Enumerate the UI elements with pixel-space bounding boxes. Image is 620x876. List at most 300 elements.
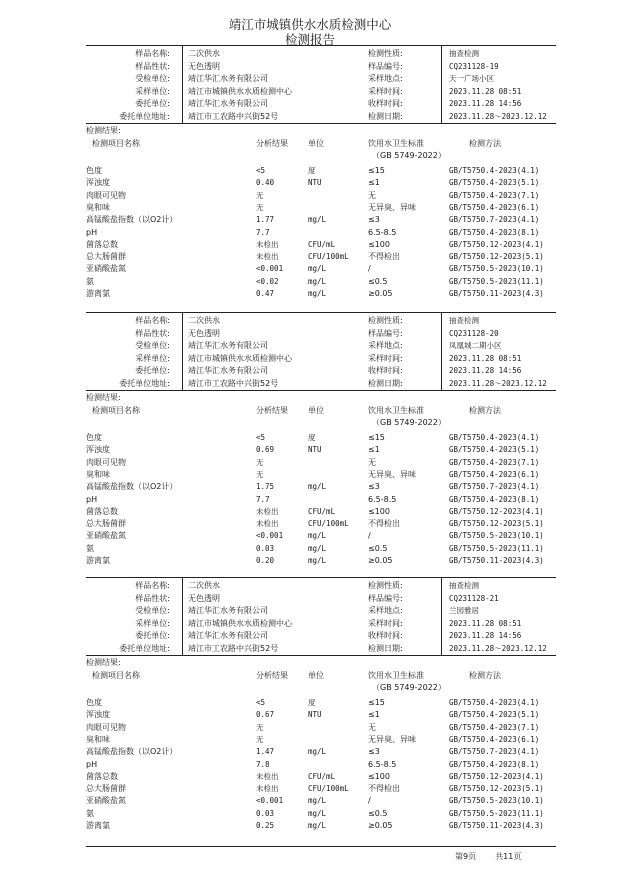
info-label: 采样单位: xyxy=(135,86,170,96)
info-value-right: 兰园雅居 xyxy=(449,606,479,615)
cell-standard: 无 xyxy=(368,190,376,200)
cell-item: 总大肠菌群 xyxy=(86,784,126,794)
info-label-right: 采样地点: xyxy=(368,341,403,350)
cell-method: GB/T5750.4-2023(7.1) xyxy=(449,190,540,200)
cell-result: <5 xyxy=(256,698,266,707)
info-value: 靖江市城镇供水水质检测中心 xyxy=(188,618,292,628)
cell-result: 未检出 xyxy=(256,771,279,781)
cell-unit: mg/L xyxy=(308,821,327,830)
column-header-standard: 饮用水卫生标准 xyxy=(368,671,424,680)
table-row xyxy=(86,238,556,251)
cell-unit: NTU xyxy=(308,445,322,455)
info-value-right: 2023.11.28 14:56 xyxy=(449,366,522,375)
info-row xyxy=(86,60,556,73)
cell-result: 无 xyxy=(256,457,264,467)
cell-unit: mg/L xyxy=(308,808,327,818)
cell-standard: ≤1 xyxy=(368,445,380,455)
cell-standard: 无 xyxy=(368,457,376,467)
cell-result: 无 xyxy=(256,734,264,744)
cell-standard: ≤0.5 xyxy=(368,808,388,818)
cell-result: 0.40 xyxy=(256,178,275,188)
info-row xyxy=(86,604,556,617)
info-value-right: 抽查检测 xyxy=(449,49,479,58)
cell-result: 0.20 xyxy=(256,556,275,565)
info-label: 受检单位: xyxy=(135,341,170,350)
table-row xyxy=(86,782,556,795)
cell-result: 7.8 xyxy=(256,759,270,769)
cell-method: GB/T5750.4-2023(7.1) xyxy=(449,722,540,732)
cell-unit: CFU/mL xyxy=(308,771,336,781)
section-top-rule xyxy=(86,45,556,46)
info-label: 样品名称: xyxy=(135,581,170,590)
column-header-method: 检测方法 xyxy=(469,671,501,680)
cell-result: 未检出 xyxy=(256,784,279,794)
cell-item: 臭和味 xyxy=(86,734,110,744)
cell-method: GB/T5750.4-2023(6.1) xyxy=(449,202,540,212)
info-row xyxy=(86,97,556,110)
cell-standard: 无 xyxy=(368,722,376,732)
cell-method: GB/T5750.5-2023(11.1) xyxy=(449,276,544,286)
table-row xyxy=(86,456,556,469)
info-label: 委托单位地址: xyxy=(119,378,170,388)
results-label xyxy=(86,656,556,669)
info-row xyxy=(86,352,556,365)
column-header-result: 分析结果 xyxy=(256,139,288,148)
cell-item: 总大肠菌群 xyxy=(86,519,126,529)
cell-result: 未检出 xyxy=(256,519,279,529)
info-label-right: 采样时间: xyxy=(368,353,403,363)
table-row xyxy=(86,542,556,555)
table-row xyxy=(86,745,556,758)
info-value: 二次供水 xyxy=(188,49,220,58)
cell-item: pH xyxy=(86,227,98,237)
table-row xyxy=(86,443,556,456)
table-row xyxy=(86,733,556,746)
info-value-right: CQ231128-19 xyxy=(449,61,499,71)
cell-result: 0.03 xyxy=(256,543,275,553)
table-row xyxy=(86,517,556,530)
info-value: 靖江华汇水务有限公司 xyxy=(188,74,268,83)
cell-unit: mg/L xyxy=(308,543,327,553)
info-label-right: 采样地点: xyxy=(368,606,403,615)
cell-result: <0.001 xyxy=(256,531,284,541)
column-header-standard: 饮用水卫生标准 xyxy=(368,406,424,415)
results-label-text: 检测结果: xyxy=(86,658,121,667)
cell-method: GB/T5750.12-2023(4.1) xyxy=(449,239,544,249)
cell-standard: 6.5-8.5 xyxy=(368,759,397,769)
cell-unit: NTU xyxy=(308,710,322,720)
table-row xyxy=(86,250,556,263)
column-header-item: 检测项目名称 xyxy=(92,406,140,415)
cell-standard: ≤3 xyxy=(368,482,380,492)
info-value: 二次供水 xyxy=(188,581,220,590)
info-label-right: 收样时间: xyxy=(368,631,403,640)
cell-method: GB/T5750.4-2023(4.1) xyxy=(449,166,540,175)
info-label-right: 检测性质: xyxy=(368,49,403,58)
cell-result: <0.02 xyxy=(256,276,279,286)
cell-standard: ≤0.5 xyxy=(368,543,388,553)
report-end-rule xyxy=(86,846,556,847)
info-label: 采样单位: xyxy=(135,353,170,363)
cell-item: 高锰酸盐指数（以O2计） xyxy=(86,747,178,757)
info-value-right: 2023.11.28 08:51 xyxy=(449,618,522,628)
cell-method: GB/T5750.5-2023(10.1) xyxy=(449,796,544,806)
cell-item: 浑浊度 xyxy=(86,178,110,188)
info-label: 委托单位地址: xyxy=(119,643,170,653)
cell-standard: 无异臭、异味 xyxy=(368,469,416,479)
cell-item: 臭和味 xyxy=(86,469,110,479)
cell-result: 无 xyxy=(256,722,264,732)
cell-method: GB/T5750.12-2023(5.1) xyxy=(449,252,544,262)
info-row xyxy=(86,617,556,630)
cell-method: GB/T5750.4-2023(6.1) xyxy=(449,734,540,744)
cell-item: 肉眼可见物 xyxy=(86,722,126,732)
info-row xyxy=(86,377,556,390)
cell-standard: / xyxy=(368,531,371,541)
info-value-right: 2023.11.28～2023.12.12 xyxy=(449,378,547,388)
cell-method: GB/T5750.4-2023(5.1) xyxy=(449,445,540,455)
info-col-divider xyxy=(182,577,183,655)
cell-result: 0.25 xyxy=(256,821,275,830)
info-value: 靖江华汇水务有限公司 xyxy=(188,99,268,108)
cell-unit: mg/L xyxy=(308,747,327,757)
table-header-sub xyxy=(86,416,556,429)
cell-standard: ≤0.5 xyxy=(368,276,388,286)
info-label-right: 检测性质: xyxy=(368,316,403,325)
cell-result: <0.001 xyxy=(256,264,284,274)
cell-unit: mg/L xyxy=(308,556,327,565)
cell-item: 亚硝酸盐氮 xyxy=(86,264,126,274)
info-label: 样品名称: xyxy=(135,316,170,325)
table-row xyxy=(86,770,556,783)
table-header-sub xyxy=(86,681,556,694)
report-section xyxy=(86,45,556,311)
cell-standard: 6.5-8.5 xyxy=(368,494,397,504)
info-value-right: 2023.11.28 14:56 xyxy=(449,99,522,108)
cell-unit: mg/L xyxy=(308,215,327,225)
cell-standard: ≤1 xyxy=(368,710,380,720)
info-col-divider xyxy=(441,577,442,655)
info-label-right: 采样时间: xyxy=(368,86,403,96)
cell-result: 7.7 xyxy=(256,494,270,504)
cell-standard: ≤15 xyxy=(368,698,385,707)
cell-result: 未检出 xyxy=(256,506,279,516)
table-row xyxy=(86,164,556,177)
column-header-standard-code: （GB 5749-2022） xyxy=(372,151,446,160)
cell-method: GB/T5750.5-2023(11.1) xyxy=(449,808,544,818)
cell-standard: ≤3 xyxy=(368,747,380,757)
cell-standard: 不得检出 xyxy=(368,252,400,262)
cell-standard: 不得检出 xyxy=(368,519,400,529)
cell-method: GB/T5750.11-2023(4.3) xyxy=(449,821,544,830)
section-top-rule xyxy=(86,312,556,313)
cell-result: 1.47 xyxy=(256,747,275,757)
cell-item: 菌落总数 xyxy=(86,239,118,249)
info-row xyxy=(86,592,556,605)
cell-standard: ≤100 xyxy=(368,771,390,781)
cell-item: 氨 xyxy=(86,808,94,818)
column-header-standard: 饮用水卫生标准 xyxy=(368,139,424,148)
table-row xyxy=(86,480,556,493)
cell-result: 未检出 xyxy=(256,252,279,262)
info-label-right: 样品编号: xyxy=(368,593,403,603)
cell-result: 0.47 xyxy=(256,289,275,298)
cell-result: 无 xyxy=(256,190,264,200)
info-label: 委托单位: xyxy=(135,99,170,108)
report-org-title: 靖江市城镇供水水质检测中心 xyxy=(228,17,392,32)
info-value-right: 抽查检测 xyxy=(449,316,479,325)
info-col-divider xyxy=(182,45,183,123)
cell-item: 游离氯 xyxy=(86,289,110,298)
cell-method: GB/T5750.4-2023(5.1) xyxy=(449,710,540,720)
cell-item: 臭和味 xyxy=(86,202,110,212)
table-header-sub xyxy=(86,149,556,162)
table-row xyxy=(86,468,556,481)
info-row xyxy=(86,579,556,592)
cell-unit: 度 xyxy=(308,166,316,175)
cell-method: GB/T5750.4-2023(4.1) xyxy=(449,698,540,707)
cell-method: GB/T5750.7-2023(4.1) xyxy=(449,215,540,225)
info-label-right: 样品编号: xyxy=(368,328,403,338)
info-value: 靖江市工农路中兴街52号 xyxy=(188,111,279,121)
info-row xyxy=(86,339,556,352)
info-value-right: 2023.11.28 08:51 xyxy=(449,86,522,96)
table-row xyxy=(86,708,556,721)
cell-item: pH xyxy=(86,494,98,504)
info-label: 受检单位: xyxy=(135,606,170,615)
page-footer xyxy=(455,851,521,862)
info-row xyxy=(86,314,556,327)
info-row xyxy=(86,327,556,340)
cell-standard: 不得检出 xyxy=(368,784,400,794)
cell-result: 7.7 xyxy=(256,227,270,237)
cell-result: 1.77 xyxy=(256,215,275,225)
info-label-right: 样品编号: xyxy=(368,61,403,71)
column-header-standard-code: （GB 5749-2022） xyxy=(372,418,446,427)
cell-unit: CFU/100mL xyxy=(308,784,349,794)
cell-unit: CFU/mL xyxy=(308,506,336,516)
info-value: 靖江华汇水务有限公司 xyxy=(188,606,268,615)
column-header-unit: 单位 xyxy=(308,139,324,148)
table-row xyxy=(86,794,556,807)
cell-result: <5 xyxy=(256,433,266,442)
info-value: 靖江华汇水务有限公司 xyxy=(188,366,268,375)
info-label: 样品性状: xyxy=(135,61,170,71)
cell-standard: ≤3 xyxy=(368,215,380,225)
info-label: 样品性状: xyxy=(135,328,170,338)
info-value-right: 抽查检测 xyxy=(449,581,479,590)
cell-method: GB/T5750.12-2023(4.1) xyxy=(449,506,544,516)
info-label: 受检单位: xyxy=(135,74,170,83)
report-section xyxy=(86,312,556,578)
info-value: 二次供水 xyxy=(188,316,220,325)
cell-method: GB/T5750.12-2023(5.1) xyxy=(449,519,544,529)
table-row xyxy=(86,201,556,214)
cell-item: 肉眼可见物 xyxy=(86,190,126,200)
table-row xyxy=(86,696,556,709)
info-label-right: 收样时间: xyxy=(368,99,403,108)
column-header-result: 分析结果 xyxy=(256,671,288,680)
info-row xyxy=(86,85,556,98)
info-value: 靖江华汇水务有限公司 xyxy=(188,341,268,350)
report-section xyxy=(86,577,556,843)
table-row xyxy=(86,213,556,226)
cell-result: 未检出 xyxy=(256,239,279,249)
cell-unit: mg/L xyxy=(308,482,327,492)
cell-result: <0.001 xyxy=(256,796,284,806)
info-label: 样品性状: xyxy=(135,593,170,603)
cell-item: 氨 xyxy=(86,276,94,286)
cell-result: 0.03 xyxy=(256,808,275,818)
info-value: 无色透明 xyxy=(188,328,220,338)
cell-standard: / xyxy=(368,796,371,806)
table-row xyxy=(86,807,556,820)
table-row xyxy=(86,287,556,300)
cell-item: 色度 xyxy=(86,433,102,442)
cell-standard: ≤100 xyxy=(368,506,390,516)
info-value: 靖江市工农路中兴街52号 xyxy=(188,378,279,388)
cell-unit: 度 xyxy=(308,433,316,442)
table-row xyxy=(86,529,556,542)
info-label-right: 采样时间: xyxy=(368,618,403,628)
table-row xyxy=(86,493,556,506)
cell-item: 菌落总数 xyxy=(86,771,118,781)
info-value: 靖江华汇水务有限公司 xyxy=(188,631,268,640)
cell-item: 亚硝酸盐氮 xyxy=(86,796,126,806)
cell-method: GB/T5750.12-2023(5.1) xyxy=(449,784,544,794)
page-number: 第9页 xyxy=(455,852,477,861)
column-header-result: 分析结果 xyxy=(256,406,288,415)
cell-result: 0.67 xyxy=(256,710,275,720)
column-header-unit: 单位 xyxy=(308,406,324,415)
cell-method: GB/T5750.4-2023(6.1) xyxy=(449,469,540,479)
info-row xyxy=(86,642,556,655)
cell-method: GB/T5750.5-2023(10.1) xyxy=(449,264,544,274)
table-row xyxy=(86,721,556,734)
column-header-item: 检测项目名称 xyxy=(92,139,140,148)
info-label-right: 检测日期: xyxy=(368,643,403,653)
info-value-right: 凤凰城二期小区 xyxy=(449,341,502,350)
table-row xyxy=(86,189,556,202)
info-value-right: CQ231128-21 xyxy=(449,593,499,603)
cell-item: 游离氯 xyxy=(86,821,110,830)
table-row xyxy=(86,505,556,518)
table-row xyxy=(86,758,556,771)
cell-method: GB/T5750.4-2023(8.1) xyxy=(449,227,540,237)
table-row xyxy=(86,176,556,189)
cell-method: GB/T5750.4-2023(4.1) xyxy=(449,433,540,442)
cell-method: GB/T5750.7-2023(4.1) xyxy=(449,482,540,492)
cell-method: GB/T5750.11-2023(4.3) xyxy=(449,556,544,565)
cell-item: 高锰酸盐指数（以O2计） xyxy=(86,215,178,225)
cell-method: GB/T5750.5-2023(11.1) xyxy=(449,543,544,553)
column-header-method: 检测方法 xyxy=(469,406,501,415)
cell-result: <5 xyxy=(256,166,266,175)
column-header-method: 检测方法 xyxy=(469,139,501,148)
cell-unit: mg/L xyxy=(308,531,327,541)
info-label-right: 检测日期: xyxy=(368,378,403,388)
cell-standard: ≥0.05 xyxy=(368,289,393,298)
info-label-right: 收样时间: xyxy=(368,366,403,375)
info-label-right: 检测性质: xyxy=(368,581,403,590)
page-total: 共11页 xyxy=(495,852,522,861)
column-header-unit: 单位 xyxy=(308,671,324,680)
cell-unit: CFU/100mL xyxy=(308,519,349,529)
results-label-text: 检测结果: xyxy=(86,393,121,402)
cell-result: 无 xyxy=(256,202,264,212)
cell-standard: ≤1 xyxy=(368,178,380,188)
results-label-text: 检测结果: xyxy=(86,126,121,135)
cell-item: 色度 xyxy=(86,698,102,707)
cell-result: 1.75 xyxy=(256,482,275,492)
cell-standard: ≥0.05 xyxy=(368,556,393,565)
info-row xyxy=(86,364,556,377)
info-value: 靖江市工农路中兴街52号 xyxy=(188,643,279,653)
table-row xyxy=(86,819,556,832)
cell-method: GB/T5750.4-2023(8.1) xyxy=(449,759,540,769)
info-col-divider xyxy=(441,312,442,390)
column-header-item: 检测项目名称 xyxy=(92,671,140,680)
cell-standard: / xyxy=(368,264,371,274)
cell-unit: NTU xyxy=(308,178,322,188)
info-value-right: 2023.11.28 08:51 xyxy=(449,353,522,363)
info-value-right: 2023.11.28～2023.12.12 xyxy=(449,111,547,121)
cell-method: GB/T5750.4-2023(8.1) xyxy=(449,494,540,504)
info-row xyxy=(86,72,556,85)
cell-unit: CFU/100mL xyxy=(308,252,349,262)
cell-item: 氨 xyxy=(86,543,94,553)
cell-unit: CFU/mL xyxy=(308,239,336,249)
results-label xyxy=(86,391,556,404)
info-value-right: 2023.11.28 14:56 xyxy=(449,631,522,640)
cell-standard: 无异臭、异味 xyxy=(368,202,416,212)
cell-standard: ≤15 xyxy=(368,166,385,175)
cell-item: 高锰酸盐指数（以O2计） xyxy=(86,482,178,492)
cell-method: GB/T5750.7-2023(4.1) xyxy=(449,747,540,757)
cell-unit: mg/L xyxy=(308,264,327,274)
cell-method: GB/T5750.12-2023(4.1) xyxy=(449,771,544,781)
cell-method: GB/T5750.4-2023(5.1) xyxy=(449,178,540,188)
table-row xyxy=(86,431,556,444)
cell-unit: mg/L xyxy=(308,796,327,806)
table-row xyxy=(86,275,556,288)
cell-unit: 度 xyxy=(308,698,316,707)
table-row xyxy=(86,262,556,275)
cell-item: 亚硝酸盐氮 xyxy=(86,531,126,541)
info-label: 委托单位: xyxy=(135,631,170,640)
info-value: 靖江市城镇供水水质检测中心 xyxy=(188,353,292,363)
cell-item: 游离氯 xyxy=(86,556,110,565)
info-label: 委托单位地址: xyxy=(119,111,170,121)
cell-method: GB/T5750.4-2023(7.1) xyxy=(449,457,540,467)
report-subtitle: 检测报告 xyxy=(284,32,335,47)
cell-unit: mg/L xyxy=(308,289,327,298)
info-value-right: 天一广场小区 xyxy=(449,74,494,83)
cell-standard: ≤100 xyxy=(368,239,390,249)
info-value-right: 2023.11.28～2023.12.12 xyxy=(449,643,547,653)
info-value-right: CQ231128-20 xyxy=(449,328,499,338)
cell-item: 浑浊度 xyxy=(86,710,110,720)
cell-item: pH xyxy=(86,759,98,769)
cell-result: 0.69 xyxy=(256,445,275,455)
cell-standard: ≥0.05 xyxy=(368,821,393,830)
cell-standard: 无异臭、异味 xyxy=(368,734,416,744)
cell-method: GB/T5750.11-2023(4.3) xyxy=(449,289,544,298)
info-label: 采样单位: xyxy=(135,618,170,628)
cell-item: 浑浊度 xyxy=(86,445,110,455)
cell-method: GB/T5750.5-2023(10.1) xyxy=(449,531,544,541)
section-top-rule xyxy=(86,577,556,578)
